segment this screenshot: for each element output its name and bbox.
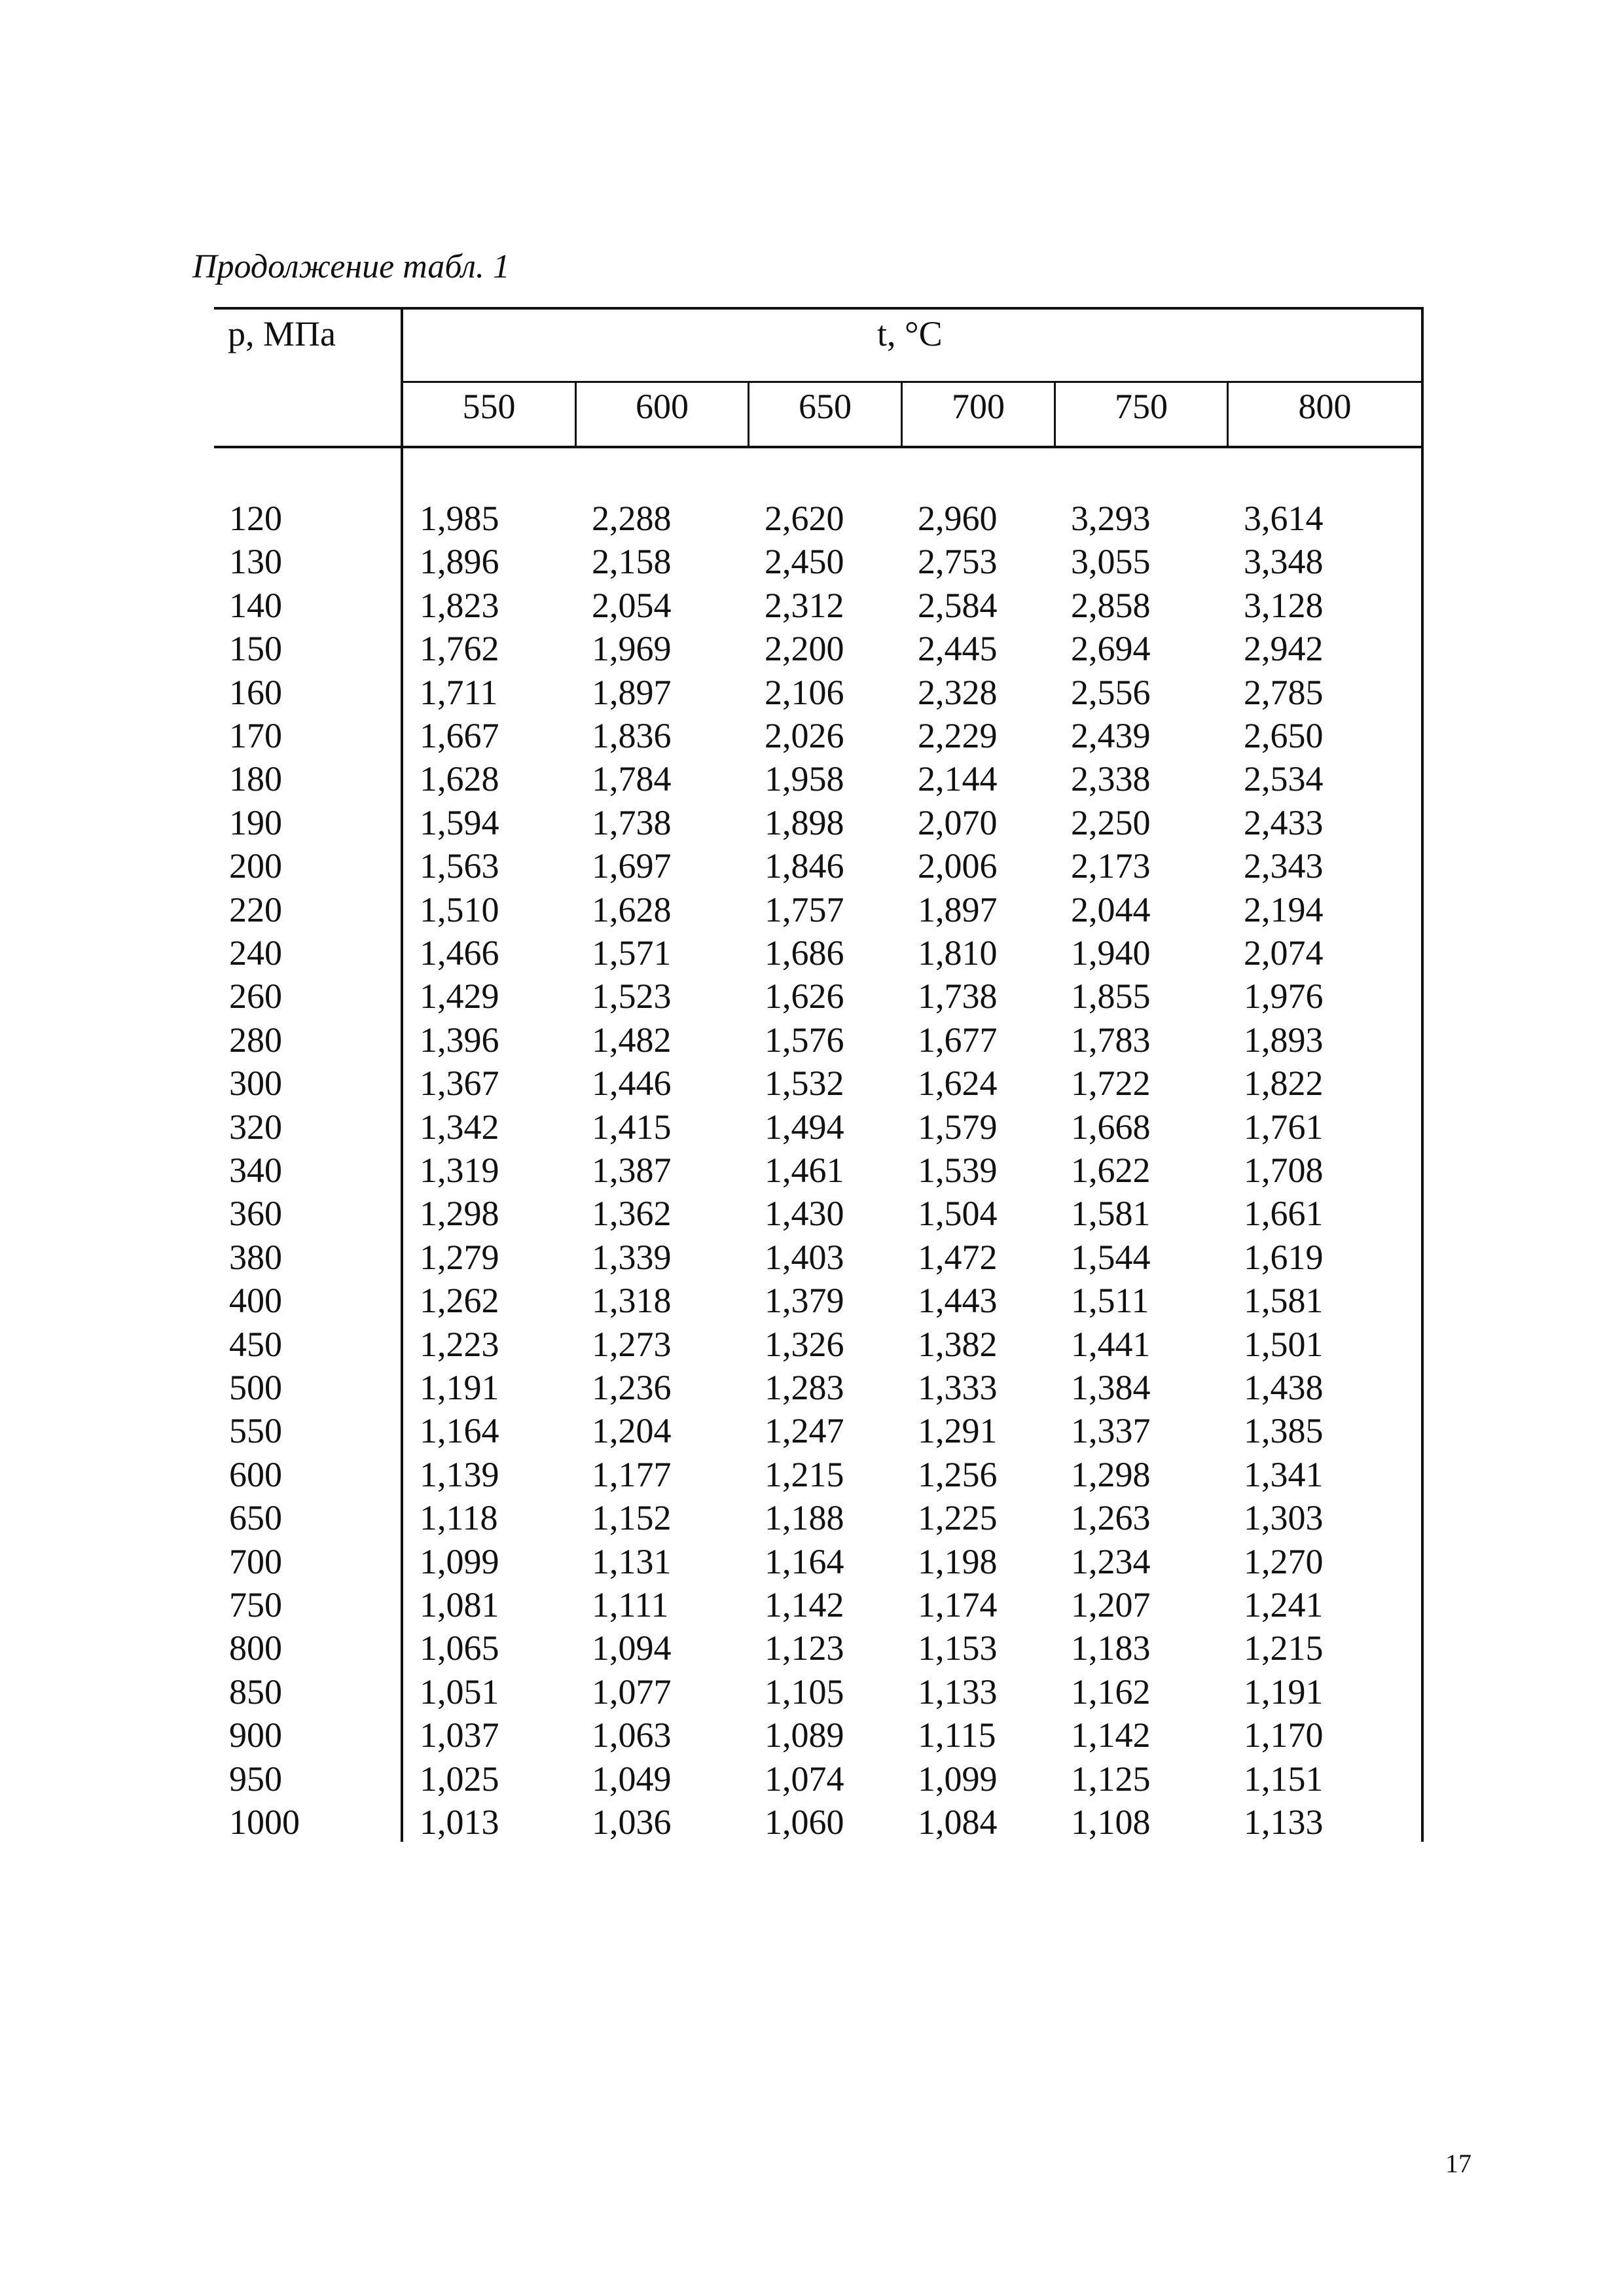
table-row: [0, 892, 1624, 935]
table-row: [0, 1717, 1624, 1761]
value-cell: 2,312: [765, 586, 844, 625]
value-cell: 1,667: [420, 716, 499, 755]
column-header: 550: [462, 387, 516, 426]
pressure-cell: 180: [229, 759, 282, 798]
value-cell: 1,846: [765, 846, 844, 886]
pressure-cell: 190: [229, 803, 282, 842]
value-cell: 1,225: [918, 1498, 998, 1537]
value-cell: 1,362: [592, 1194, 672, 1233]
value-cell: 2,534: [1244, 759, 1324, 798]
value-cell: 1,576: [765, 1020, 844, 1060]
value-cell: 1,523: [592, 977, 672, 1016]
value-cell: 1,089: [765, 1715, 844, 1755]
temperature-group-header: t, °C: [877, 314, 943, 353]
value-cell: 1,318: [592, 1281, 672, 1320]
pressure-cell: 340: [229, 1151, 282, 1190]
value-cell: 1,855: [1071, 977, 1151, 1016]
value-cell: 1,060: [765, 1803, 844, 1842]
value-cell: 1,037: [420, 1715, 499, 1755]
value-cell: 1,115: [918, 1715, 996, 1755]
value-cell: 3,614: [1244, 499, 1324, 538]
pressure-cell: 750: [229, 1585, 282, 1624]
value-cell: 1,563: [420, 846, 499, 886]
value-cell: 1,207: [1071, 1585, 1151, 1624]
value-cell: 1,482: [592, 1020, 672, 1060]
table-row: [0, 501, 1624, 544]
value-cell: 1,303: [1244, 1498, 1324, 1537]
pressure-cell: 140: [229, 586, 282, 625]
table-row: [0, 1413, 1624, 1456]
value-cell: 2,694: [1071, 629, 1151, 668]
value-cell: 1,339: [592, 1238, 672, 1277]
value-cell: 1,188: [765, 1498, 844, 1537]
value-cell: 1,256: [918, 1455, 998, 1494]
value-cell: 1,626: [765, 977, 844, 1016]
value-cell: 1,123: [765, 1628, 844, 1668]
value-cell: 1,074: [765, 1759, 844, 1799]
value-cell: 1,341: [1244, 1455, 1324, 1494]
pressure-cell: 240: [229, 933, 282, 973]
table-row: [0, 1587, 1624, 1630]
value-cell: 1,622: [1071, 1151, 1151, 1190]
value-cell: 1,581: [1071, 1194, 1151, 1233]
value-cell: 1,177: [592, 1455, 672, 1494]
value-cell: 1,697: [592, 846, 672, 886]
table-row: [0, 1066, 1624, 1109]
value-cell: 1,379: [765, 1281, 844, 1320]
table-row: [0, 1457, 1624, 1500]
value-cell: 1,757: [765, 890, 844, 929]
table-row: [0, 675, 1624, 718]
value-cell: 1,539: [918, 1151, 998, 1190]
value-cell: 1,385: [1244, 1411, 1324, 1450]
value-cell: 1,051: [420, 1672, 499, 1712]
value-cell: 1,367: [420, 1064, 499, 1103]
pressure-cell: 950: [229, 1759, 282, 1799]
value-cell: 1,198: [918, 1542, 998, 1581]
value-cell: 1,624: [918, 1064, 998, 1103]
table-row: [0, 1804, 1624, 1848]
value-cell: 1,896: [420, 542, 499, 581]
column-header: 600: [636, 387, 689, 426]
value-cell: 2,584: [918, 586, 998, 625]
value-cell: 1,153: [918, 1628, 998, 1668]
value-cell: 1,263: [1071, 1498, 1151, 1537]
value-cell: 1,342: [420, 1107, 499, 1147]
value-cell: 1,065: [420, 1628, 499, 1668]
value-cell: 3,128: [1244, 586, 1324, 625]
table-row: [0, 1283, 1624, 1326]
value-cell: 1,215: [1244, 1628, 1324, 1668]
value-cell: 1,686: [765, 933, 844, 973]
value-cell: 3,348: [1244, 542, 1324, 581]
value-cell: 2,074: [1244, 933, 1324, 973]
value-cell: 1,446: [592, 1064, 672, 1103]
pressure-cell: 360: [229, 1194, 282, 1233]
value-cell: 1,762: [420, 629, 499, 668]
row-header-label: p, МПа: [228, 314, 336, 353]
value-cell: 1,396: [420, 1020, 499, 1060]
pressure-cell: 850: [229, 1672, 282, 1712]
value-cell: 1,262: [420, 1281, 499, 1320]
value-cell: 2,070: [918, 803, 998, 842]
value-cell: 1,273: [592, 1325, 672, 1364]
page-number: 17: [1445, 2149, 1471, 2178]
value-cell: 2,250: [1071, 803, 1151, 842]
value-cell: 2,620: [765, 499, 844, 538]
value-cell: 1,204: [592, 1411, 672, 1450]
value-cell: 1,215: [765, 1455, 844, 1494]
value-cell: 2,433: [1244, 803, 1324, 842]
value-cell: 1,438: [1244, 1368, 1324, 1407]
value-cell: 1,013: [420, 1803, 499, 1842]
value-cell: 1,581: [1244, 1281, 1324, 1320]
header-bottom-rule: [214, 446, 1424, 448]
value-cell: 1,223: [420, 1325, 499, 1364]
table-top-rule: [214, 307, 1424, 310]
value-cell: 1,403: [765, 1238, 844, 1277]
value-cell: 1,049: [592, 1759, 672, 1799]
value-cell: 2,450: [765, 542, 844, 581]
pressure-cell: 380: [229, 1238, 282, 1277]
value-cell: 1,142: [1071, 1715, 1151, 1755]
value-cell: 1,969: [592, 629, 672, 668]
value-cell: 1,319: [420, 1151, 499, 1190]
value-cell: 1,472: [918, 1238, 998, 1277]
value-cell: 2,942: [1244, 629, 1324, 668]
value-cell: 2,338: [1071, 759, 1151, 798]
column-header: 800: [1298, 387, 1352, 426]
value-cell: 1,131: [592, 1542, 672, 1581]
value-cell: 1,094: [592, 1628, 672, 1668]
value-cell: 1,466: [420, 933, 499, 973]
value-cell: 1,661: [1244, 1194, 1324, 1233]
value-cell: 1,151: [1244, 1759, 1324, 1799]
value-cell: 2,006: [918, 846, 998, 886]
value-cell: 1,099: [420, 1542, 499, 1581]
value-cell: 1,443: [918, 1281, 998, 1320]
value-cell: 1,152: [592, 1498, 672, 1537]
value-cell: 2,026: [765, 716, 844, 755]
value-cell: 2,343: [1244, 846, 1324, 886]
value-cell: 2,445: [918, 629, 998, 668]
value-cell: 2,556: [1071, 673, 1151, 712]
table-row: [0, 761, 1624, 804]
pressure-cell: 260: [229, 977, 282, 1016]
value-cell: 2,054: [592, 586, 672, 625]
value-cell: 1,084: [918, 1803, 998, 1842]
table-row: [0, 1544, 1624, 1587]
value-cell: 2,288: [592, 499, 672, 538]
value-cell: 1,501: [1244, 1325, 1324, 1364]
value-cell: 1,174: [918, 1585, 998, 1624]
value-cell: 1,958: [765, 759, 844, 798]
value-cell: 1,510: [420, 890, 499, 929]
value-cell: 2,144: [918, 759, 998, 798]
pressure-cell: 170: [229, 716, 282, 755]
pressure-cell: 900: [229, 1715, 282, 1755]
value-cell: 1,183: [1071, 1628, 1151, 1668]
value-cell: 1,738: [592, 803, 672, 842]
value-cell: 1,441: [1071, 1325, 1151, 1364]
value-cell: 3,293: [1071, 499, 1151, 538]
value-cell: 1,579: [918, 1107, 998, 1147]
value-cell: 1,063: [592, 1715, 672, 1755]
table-caption: Продолжение табл. 1: [192, 248, 510, 285]
value-cell: 2,785: [1244, 673, 1324, 712]
value-cell: 1,619: [1244, 1238, 1324, 1277]
value-cell: 1,897: [592, 673, 672, 712]
value-cell: 3,055: [1071, 542, 1151, 581]
pressure-cell: 1000: [229, 1803, 300, 1842]
value-cell: 1,571: [592, 933, 672, 973]
value-cell: 1,298: [420, 1194, 499, 1233]
value-cell: 1,164: [765, 1542, 844, 1581]
value-cell: 1,415: [592, 1107, 672, 1147]
value-cell: 1,677: [918, 1020, 998, 1060]
table-row: [0, 1196, 1624, 1239]
value-cell: 2,200: [765, 629, 844, 668]
value-cell: 1,544: [1071, 1238, 1151, 1277]
value-cell: 1,081: [420, 1585, 499, 1624]
value-cell: 1,382: [918, 1325, 998, 1364]
pressure-cell: 200: [229, 846, 282, 886]
value-cell: 2,194: [1244, 890, 1324, 929]
value-cell: 1,628: [420, 759, 499, 798]
table-row: [0, 1327, 1624, 1370]
pressure-cell: 320: [229, 1107, 282, 1147]
pressure-cell: 160: [229, 673, 282, 712]
value-cell: 1,333: [918, 1368, 998, 1407]
table-row: [0, 935, 1624, 978]
value-cell: 1,291: [918, 1411, 998, 1450]
value-cell: 2,328: [918, 673, 998, 712]
pressure-cell: 500: [229, 1368, 282, 1407]
table-row: [0, 1109, 1624, 1153]
column-header: 750: [1115, 387, 1168, 426]
table-row: [0, 1500, 1624, 1543]
value-cell: 2,960: [918, 499, 998, 538]
pressure-cell: 700: [229, 1542, 282, 1581]
value-cell: 1,236: [592, 1368, 672, 1407]
value-cell: 1,429: [420, 977, 499, 1016]
value-cell: 2,173: [1071, 846, 1151, 886]
value-cell: 1,823: [420, 586, 499, 625]
value-cell: 1,668: [1071, 1107, 1151, 1147]
pressure-cell: 280: [229, 1020, 282, 1060]
value-cell: 1,105: [765, 1672, 844, 1712]
value-cell: 1,810: [918, 933, 998, 973]
value-cell: 1,133: [1244, 1803, 1324, 1842]
value-cell: 1,191: [1244, 1672, 1324, 1712]
value-cell: 1,133: [918, 1672, 998, 1712]
value-cell: 1,494: [765, 1107, 844, 1147]
value-cell: 1,036: [592, 1803, 672, 1842]
value-cell: 1,784: [592, 759, 672, 798]
value-cell: 1,461: [765, 1151, 844, 1190]
value-cell: 1,738: [918, 977, 998, 1016]
value-cell: 1,783: [1071, 1020, 1151, 1060]
value-cell: 2,229: [918, 716, 998, 755]
value-cell: 1,708: [1244, 1151, 1324, 1190]
value-cell: 1,298: [1071, 1455, 1151, 1494]
pressure-cell: 800: [229, 1628, 282, 1668]
value-cell: 2,858: [1071, 586, 1151, 625]
pressure-cell: 450: [229, 1325, 282, 1364]
table-row: [0, 1022, 1624, 1066]
value-cell: 1,077: [592, 1672, 672, 1712]
table-row: [0, 588, 1624, 631]
pressure-cell: 400: [229, 1281, 282, 1320]
value-cell: 1,139: [420, 1455, 499, 1494]
value-cell: 1,326: [765, 1325, 844, 1364]
value-cell: 1,722: [1071, 1064, 1151, 1103]
column-header: 700: [952, 387, 1005, 426]
value-cell: 2,158: [592, 542, 672, 581]
value-cell: 1,108: [1071, 1803, 1151, 1842]
value-cell: 1,247: [765, 1411, 844, 1450]
value-cell: 1,893: [1244, 1020, 1324, 1060]
value-cell: 2,044: [1071, 890, 1151, 929]
pressure-cell: 150: [229, 629, 282, 668]
value-cell: 1,628: [592, 890, 672, 929]
value-cell: 1,594: [420, 803, 499, 842]
value-cell: 1,234: [1071, 1542, 1151, 1581]
column-header: 650: [799, 387, 852, 426]
value-cell: 2,650: [1244, 716, 1324, 755]
value-cell: 1,384: [1071, 1368, 1151, 1407]
pressure-cell: 300: [229, 1064, 282, 1103]
value-cell: 1,337: [1071, 1411, 1151, 1450]
table-row: [0, 978, 1624, 1022]
value-cell: 1,279: [420, 1238, 499, 1277]
pressure-cell: 650: [229, 1498, 282, 1537]
pressure-cell: 220: [229, 890, 282, 929]
value-cell: 1,387: [592, 1151, 672, 1190]
value-cell: 1,430: [765, 1194, 844, 1233]
value-cell: 1,898: [765, 803, 844, 842]
value-cell: 1,761: [1244, 1107, 1324, 1147]
value-cell: 1,170: [1244, 1715, 1324, 1755]
value-cell: 1,897: [918, 890, 998, 929]
value-cell: 1,822: [1244, 1064, 1324, 1103]
value-cell: 1,283: [765, 1368, 844, 1407]
value-cell: 1,511: [1071, 1281, 1149, 1320]
table-row: [0, 1674, 1624, 1717]
table-row: [0, 1370, 1624, 1413]
value-cell: 1,532: [765, 1064, 844, 1103]
subheader-rule: [401, 381, 1424, 383]
value-cell: 1,142: [765, 1585, 844, 1624]
value-cell: 1,940: [1071, 933, 1151, 973]
value-cell: 1,118: [420, 1498, 498, 1537]
table-row: [0, 718, 1624, 761]
value-cell: 1,270: [1244, 1542, 1324, 1581]
value-cell: 2,753: [918, 542, 998, 581]
value-cell: 1,191: [420, 1368, 499, 1407]
value-cell: 1,711: [420, 673, 498, 712]
value-cell: 2,106: [765, 673, 844, 712]
table-row: [0, 805, 1624, 848]
table-row: [0, 848, 1624, 891]
pressure-cell: 600: [229, 1455, 282, 1494]
table-row: [0, 631, 1624, 674]
value-cell: 1,241: [1244, 1585, 1324, 1624]
value-cell: 1,504: [918, 1194, 998, 1233]
value-cell: 1,111: [592, 1585, 669, 1624]
pressure-cell: 130: [229, 542, 282, 581]
value-cell: 2,439: [1071, 716, 1151, 755]
value-cell: 1,125: [1071, 1759, 1151, 1799]
table-row: [0, 544, 1624, 587]
value-cell: 1,985: [420, 499, 499, 538]
value-cell: 1,836: [592, 716, 672, 755]
pressure-cell: 120: [229, 499, 282, 538]
value-cell: 1,099: [918, 1759, 998, 1799]
value-cell: 1,164: [420, 1411, 499, 1450]
value-cell: 1,025: [420, 1759, 499, 1799]
pressure-cell: 550: [229, 1411, 282, 1450]
value-cell: 1,976: [1244, 977, 1324, 1016]
value-cell: 1,162: [1071, 1672, 1151, 1712]
table-row: [0, 1153, 1624, 1196]
table-row: [0, 1240, 1624, 1283]
table-row: [0, 1630, 1624, 1674]
table-row: [0, 1761, 1624, 1804]
